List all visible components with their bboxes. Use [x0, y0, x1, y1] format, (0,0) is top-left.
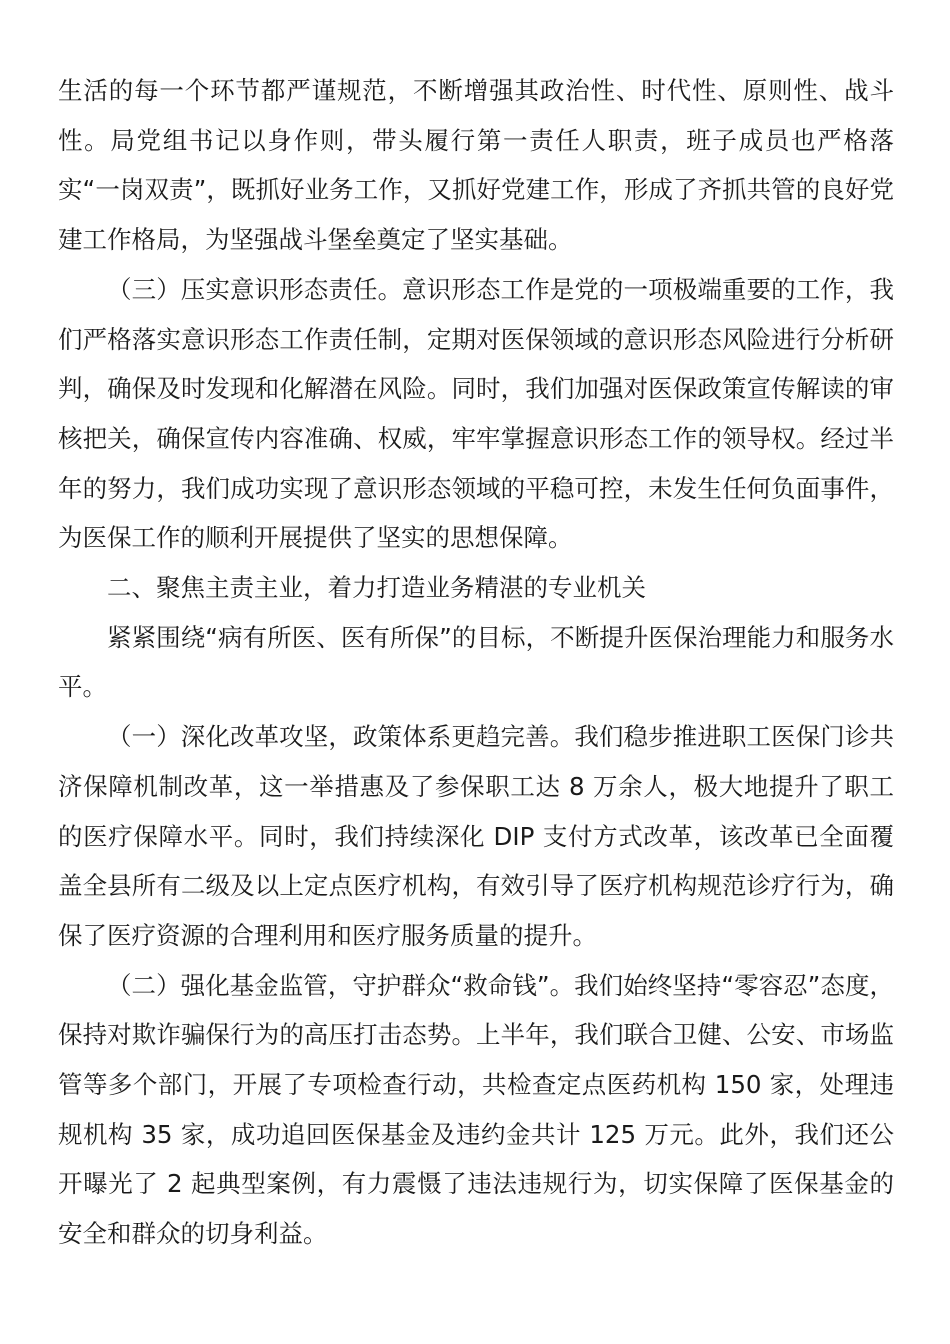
- paragraph-party-building-continued: 生活的每一个环节都严谨规范，不断增强其政治性、时代性、原则性、战斗性。局党组书记以身作则，带头履行第一责任人职责，班子成员也严格落实“一岗双责”，既抓好业务工作，又抓好党建工作，形成了齐抓共管的良好党建工作格局，为坚强战斗堡垒奠定了坚实基础。: [58, 76, 894, 255]
- document-page: [58, 66, 894, 1259]
- paragraph-section-intro: 紧紧围绕“病有所医、医有所保”的目标，不断提升医保治理能力和服务水平。: [58, 622, 894, 702]
- paragraph-reform: （一）深化改革攻坚，政策体系更趋完善。我们稳步推进职工医保门诊共济保障机制改革，这一举措惠及了参保职工达 8 万余人，极大地提升了职工的医疗保障水平。同时，我们持续深化 DIP 支付方式改革，该改革已全面覆盖全县所有二级及以上定点医疗机构，有效引导了医疗机构规范诊疗行为，确保了医疗资源的合理利用和医疗服务质量的提升。: [58, 722, 894, 950]
- paragraph-fund-supervision: （二）强化基金监管，守护群众“救命钱”。我们始终坚持“零容忍”态度，保持对欺诈骗保行为的高压打击态势。上半年，我们联合卫健、公安、市场监管等多个部门，开展了专项检查行动，共检查定点医药机构 150 家，处理违规机构 35 家，成功追回医保基金及违约金共计 125 万元。此外，我们还公开曝光了 2 起典型案例，有力震慑了违法违规行为，切实保障了医保基金的安全和群众的切身利益。: [58, 970, 894, 1249]
- paragraph-ideology-responsibility: （三）压实意识形态责任。意识形态工作是党的一项极端重要的工作，我们严格落实意识形态工作责任制，定期对医保领域的意识形态风险进行分析研判，确保及时发现和化解潜在风险。同时，我们加强对医保政策宣传解读的审核把关，确保宣传内容准确、权威，牢牢掌握意识形态工作的领导权。经过半年的努力，我们成功实现了意识形态领域的平稳可控，未发生任何负面事件，为医保工作的顺利开展提供了坚实的思想保障。: [58, 274, 894, 553]
- section-heading-two: 二、聚焦主责主业，着力打造业务精湛的专业机关: [107, 573, 646, 603]
